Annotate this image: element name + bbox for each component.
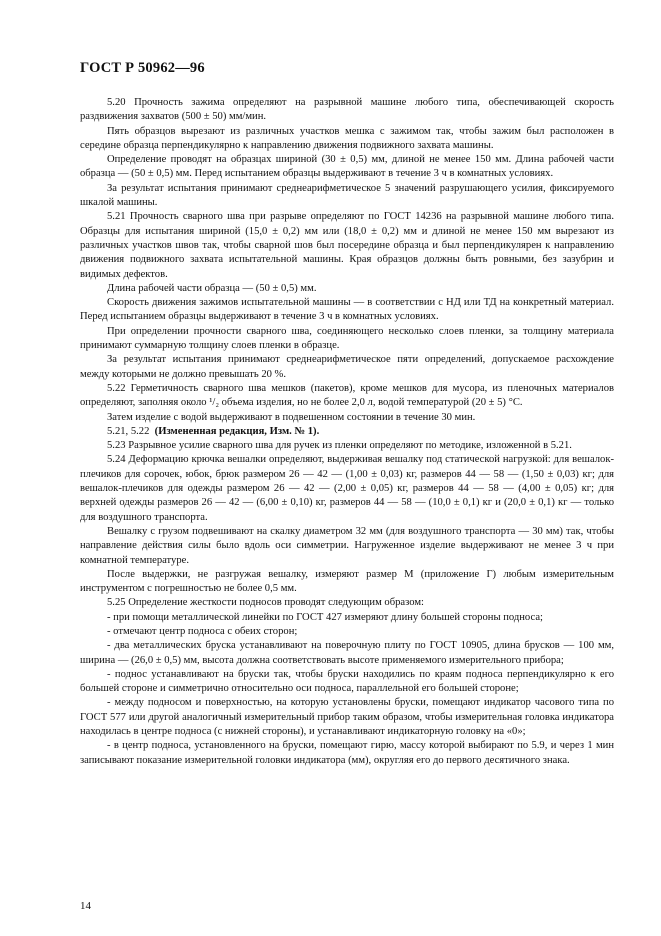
list-item: - два металлических бруска устанавливают на поверочную плиту по ГОСТ 10905, длина брусков — 100 мм, ширина — (26,0 ± 0,5) мм, высота должна соответствовать высоте применяемого измерительного прибора;: [80, 640, 614, 666]
document-header: ГОСТ Р 50962—96: [80, 60, 205, 76]
paragraph: За результат испытания принимают среднеарифметическое пяти определений, допускаемое расхождение между которыми не должно превышать 20 %.: [80, 354, 614, 380]
paragraph: Длина рабочей части образца — (50 ± 0,5) мм.: [107, 282, 317, 294]
amendment-note: [80, 425, 614, 439]
paragraph: 5.22 Герметичность сварного шва мешков (пакетов), кроме мешков для мусора, из пленочных материалов определяют, заполняя около ¹/₂ объема изделия, но не более 2,0 л, водой температурой (20 ± 5) °С.: [80, 382, 614, 409]
paragraph: 5.24 Деформацию крючка вешалки определяют, выдерживая вешалку под статической нагрузкой: для вешалок-плечиков для сорочек, юбок, брюк размером 26 — 42 — (1,00 ± 0,03) кг, размеров 44 — 58 — (1,50 ± 0,03) кг; для вешалок-плечиков для одежды размером 26 — 42 — (2,00 ± 0,05) кг, размеров 44 — 58 — (4,00 ± 0,05) кг; для верхней одежды размеров 26 — 42 — (6,00 ± 0,10) кг, размеров 44 — 58 — (10,0 ± 0,1) кг и (20,0 ± 0,1) кг — только для воздушного транспорта.: [80, 454, 614, 523]
paragraph: Скорость движения зажимов испытательной машины — в соответствии с НД или ТД на конкретный материал. Перед испытанием образцы выдерживают в течение 3 ч в комнатных условиях.: [80, 297, 614, 323]
list-item: - отмечают центр подноса с обеих сторон;: [107, 625, 298, 637]
document-body: [80, 96, 614, 768]
amendment-ref: 5.21, 5.22: [107, 425, 150, 437]
paragraph: За результат испытания принимают среднеарифметическое 5 значений разрушающего усилия, фиксируемого шкалой машины.: [80, 182, 614, 209]
paragraph: После выдержки, не разгружая вешалку, измеряют размер М (приложение Г) любым измерительным инструментом с погрешностью не более 0,5 мм.: [80, 568, 614, 595]
paragraph: 5.21 Прочность сварного шва при разрыве определяют по ГОСТ 14236 на разрывной машине любого типа. Образцы для испытания шириной (15,0 ± 0,2) мм или (18,0 ± 0,2) мм и длиной не менее 150 мм вырезают из различных участков швов так, чтобы сварной шов был посередине образца и был перпендикулярен к направлению движения подвижного захвата испытательной машины. Края образцов должны быть ровными, без зазубрин и видимых дефектов.: [80, 211, 614, 280]
page-number: 14: [80, 900, 91, 912]
paragraph: Пять образцов вырезают из различных участков мешка с зажимом так, чтобы зажим был расположен в середине образца перпендикулярно к направлению движения подвижного захвата машины.: [80, 125, 614, 151]
paragraph: 5.23 Разрывное усилие сварного шва для ручек из пленки определяют по методике, изложенной в 5.21.: [107, 440, 572, 452]
paragraph: При определении прочности сварного шва, соединяющего несколько слоев пленки, за толщину материала принимают суммарную толщину слоев пленки в образце.: [80, 325, 614, 352]
paragraph: Вешалку с грузом подвешивают на скалку диаметром 32 мм (для воздушного транспорта — 30 мм) так, чтобы направление действия силы было вдоль оси симметрии. Нагруженное изделие выдерживают не менее 3 ч при комнатной температуре.: [80, 525, 614, 566]
paragraph: 5.20 Прочность зажима определяют на разрывной машине любого типа, обеспечивающей скорость раздвижения захватов (500 ± 50) мм/мин.: [80, 97, 614, 123]
amendment-text: (Измененная редакция, Изм. № 1).: [154, 425, 320, 437]
paragraph: Затем изделие с водой выдерживают в подвешенном состоянии в течение 30 мин.: [107, 411, 476, 423]
paragraph: Определение проводят на образцах шириной (30 ± 0,5) мм, длиной не менее 150 мм. Длина рабочей части образца — (50 ± 0,5) мм. Перед испытанием образцы выдерживают в течение 3 ч в комнатных условиях.: [80, 154, 614, 180]
list-item: - при помощи металлической линейки по ГОСТ 427 измеряют длину большей стороны подноса;: [107, 611, 543, 623]
list-item: - поднос устанавливают на бруски так, чтобы бруски находились по краям подноса перпендикулярно к его большей стороне и симметрично относительно оси подноса, параллельной его большей стороне;: [80, 668, 614, 695]
paragraph: 5.25 Определение жесткости подносов проводят следующим образом:: [107, 597, 424, 609]
list-item: - в центр подноса, установленного на бруски, помещают гирю, массу которой выбирают по 5.9, и через 1 мин записывают показание измерительной головки индикатора (мм), округляя его до первого десятичного знака.: [80, 740, 614, 766]
list-item: - между подносом и поверхностью, на которую установлены бруски, помещают индикатор часового типа по ГОСТ 577 или другой аналогичный измерительный прибор таким образом, чтобы измерительная головка индикатора находилась в центре подноса (с нижней стороны), и устанавливают индикаторную головку на «0»;: [80, 697, 614, 738]
